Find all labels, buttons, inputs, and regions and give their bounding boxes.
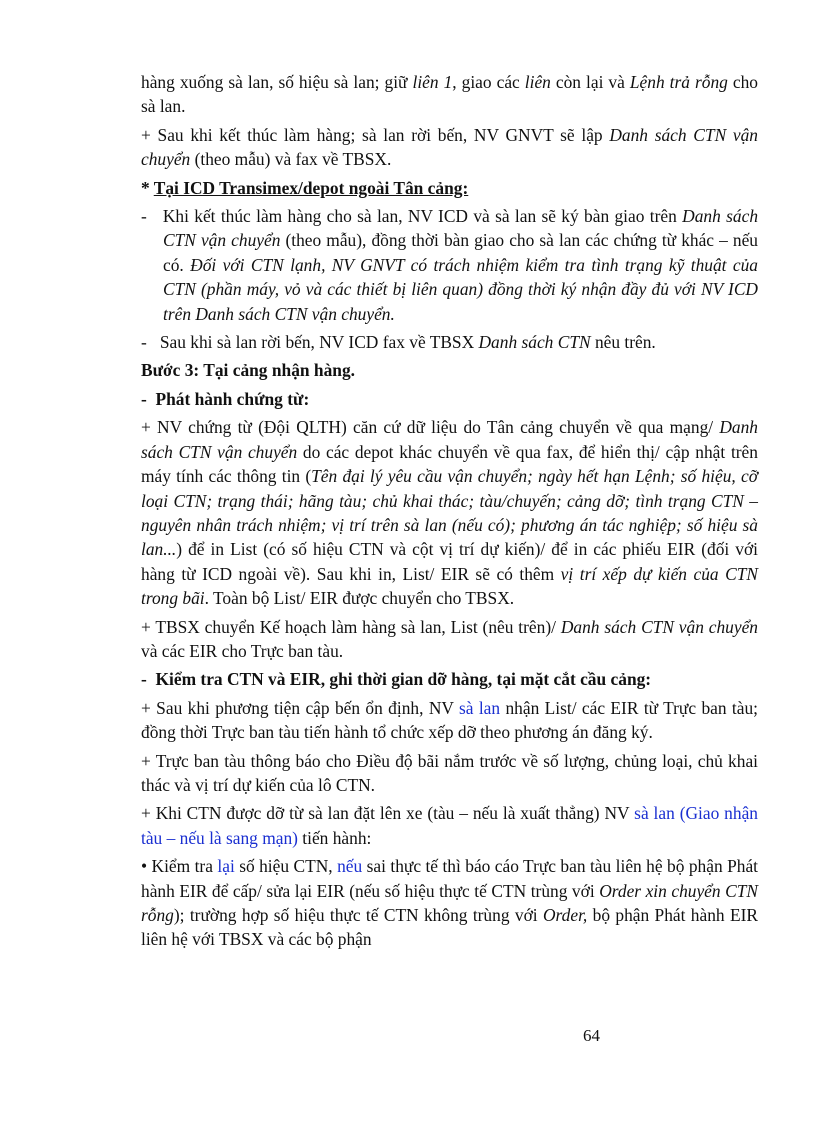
text-italic: Tên đại lý yêu cầu vận chuyển; ngày hết hạn Lệnh; số hiệu, cỡ loại CTN; trạng thái; hãng tàu; chủ khai thác; tàu/chuyến; cảng dỡ; tình trạng CTN – nguyên nhân trách nhiệm; vị trí trên sà lan (nếu có); phương án tác nghiệp; số hiệu sà lan... [141,466,758,560]
text: Khi kết thúc làm hàng cho sà lan, NV ICD và sà lan sẽ ký bàn giao trên [162,206,683,227]
text: sai thực tế thì báo cáo Trực ban tàu liên hệ bộ phận Phát hành EIR để cấp/ sửa lại EIR (nếu số hiệu thực tế CTN trùng với [141,856,758,901]
text: CTN [226,669,264,690]
text: ); trường hợp số hiệu thực tế CTN không trùng với [173,905,543,925]
text: , giao các [452,72,525,92]
text: Kiểm tra [151,856,218,877]
text-italic: Order, [542,905,588,925]
text: + Sau khi phương tiện cập bến ổn định, NV [141,697,459,718]
text-italic: Danh sách CTN vận chuyển [560,616,758,637]
text: hàng xuống sà lan, số hiệu sà lan; giữ [141,72,413,92]
text-italic: Danh sách CTN vận chuyển [163,206,759,251]
text-italic: vị trí xếp dự kiến của CTN trong bãi [141,563,759,609]
text: + Trực ban tàu thông báo cho Điều độ bãi nắm trước về số lượng, chủng loại, chủ khai thác và vị trí dự kiến của lô CTN. [141,750,758,795]
text: nhận List/ các EIR từ Trực ban tàu; đồng thời Trực ban tàu tiến hành tổ chức xếp dỡ theo phương án đăng ký. [141,697,758,743]
text: số hiệu CTN, [234,856,338,877]
text-italic: liên 1 [412,72,453,92]
text: + Sau khi kết thúc làm hàng; sà lan rời bến, NV GNVT sẽ lập [141,124,610,145]
text-italic: Danh sách CTN vận chuyển [141,124,759,170]
text-highlight: sà lan (Giao nhận tàu – nếu là sang mạn) [141,803,758,848]
text: nêu trên. [590,332,656,353]
star-marker: * [141,177,154,198]
text-highlight: sà lan [459,697,501,718]
text: + NV chứng từ (Đội QLTH) căn cứ dữ liệu do Tân cảng chuyển về qua mạng/ [141,417,720,438]
text-italic: Đối với CTN lạnh, NV GNVT có trách nhiệm kiểm tra tình trạng kỹ thuật của CTN (phần máy, vỏ và các thiết bị liên quan) đồng thời ký nhận đầy đủ với NV ICD trên Danh sách CTN vận chuyển. [163,254,758,324]
paragraph-12 [141,749,758,798]
text-highlight: lại [217,856,235,877]
text: Kiểm tra [155,669,227,690]
text-italic: Danh sách CTN [478,332,591,353]
step-3-heading: Bước 3: Tại cảng nhận hàng. [141,360,355,381]
text: , ghi thời gian dỡ hàng, tại mặt cắt cầu cảng: [320,669,652,690]
text: (theo mẫu) và fax về TBSX. [190,149,392,170]
section-heading-icd [141,176,758,200]
paragraph-9 [141,615,758,664]
text: + TBSX chuyển Kế hoạch làm hàng sà lan, List (nêu trên)/ [141,616,561,637]
text-italic: Lệnh trả rỗng [629,72,728,92]
text-italic: Danh sách CTN vận chuyển [141,417,758,462]
dash-marker: - [141,332,147,353]
paragraph-2 [141,123,758,172]
subheading-kiem-tra [141,667,758,691]
bullet-marker: • [141,856,152,877]
paragraph-11 [141,696,758,745]
document-page [141,70,758,952]
text: Sau khi sà lan rời bến, NV ICD fax về TBSX [159,332,479,353]
heading-text: Tại ICD Transimex/depot ngoài Tân cảng: [153,177,469,198]
text-italic: liên [524,72,551,92]
paragraph-5 [141,330,758,354]
subheading-phat-hanh [141,387,758,411]
text-highlight: nếu [337,856,363,877]
text: . Toàn bộ List/ EIR được chuyển cho TBSX. [204,588,515,609]
page-number: 64 [583,1026,600,1045]
paragraph-4 [141,204,758,326]
text: tiến hành: [297,827,372,848]
paragraph-8 [141,415,758,610]
text: do các depot khác chuyển về qua fax, để hiển thị/ cập nhật trên máy tính các thông tin ( [141,441,758,487]
text: bộ phận Phát hành EIR liên hệ với TBSX và các bộ phận [141,905,758,950]
text: còn lại và [550,72,630,92]
text: cho sà lan. [141,72,758,117]
heading-text: Phát hành chứng từ: [155,388,310,409]
dash-marker: - [141,206,147,227]
paragraph-13 [141,801,758,850]
text: (theo mẫu), đồng thời bàn giao cho sà lan các chứng từ khác – nếu có. [163,230,758,275]
dash-marker: - [141,388,147,409]
paragraph-14 [141,854,758,952]
paragraph-1 [141,70,758,119]
text-italic: Order xin chuyển CTN rỗng [141,880,758,925]
dash-marker: - [141,669,147,690]
text: và các EIR cho Trực ban tàu. [141,640,344,661]
text: EIR [289,669,321,690]
text: ) để in List (có số hiệu CTN và cột vị trí dự kiến)/ để in các phiếu EIR (đối với hàng từ ICD ngoài về). Sau khi in, List/ EIR sẽ có thêm [141,539,758,584]
text: + Khi CTN được dỡ từ sà lan đặt lên xe (tàu – nếu là xuất thẳng) NV [141,803,635,824]
text: và [263,669,290,690]
